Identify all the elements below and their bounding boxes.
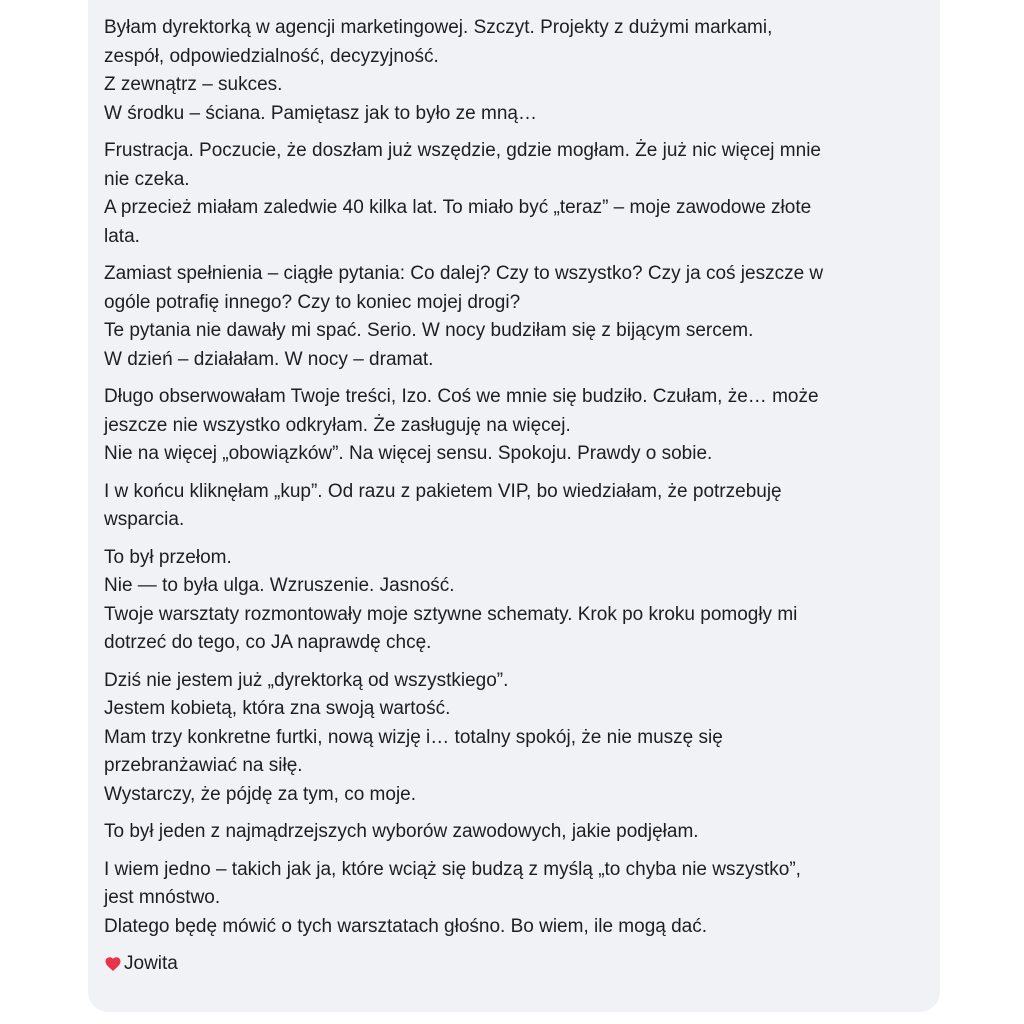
text-line: Frustracja. Poczucie, że doszłam już wszędzie, gdzie mogłam. Że już nic więcej mnie [104, 140, 821, 161]
text-line: Wystarczy, że pójdę za tym, co moje. [104, 783, 417, 805]
text-line: zespół, odpowiedzialność, decyzyjność. [104, 45, 439, 67]
text-line: I wiem jedno – takich jak ja, które wciąż się budzą z myślą „to chyba nie wszystko”, [104, 858, 801, 880]
signature-name: Jowita [124, 953, 178, 974]
paragraph [104, 137, 940, 251]
text-line: Nie — to była ulga. Wzruszenie. Jasność. [104, 575, 455, 596]
text-line: jest mnóstwo. [104, 887, 221, 908]
text-line: przebranżawiać na siłę. [104, 755, 303, 776]
text-line: dotrzeć do tego, co JA naprawdę chcę. [104, 632, 432, 653]
signature [104, 950, 940, 979]
paragraph [104, 856, 940, 942]
paragraph [104, 478, 940, 535]
text-line: Twoje warsztaty rozmontowały moje sztywne schematy. Krok po kroku pomogły mi [104, 603, 798, 625]
text-line: lata. [104, 225, 140, 247]
paragraph [104, 818, 940, 847]
heart-icon [104, 955, 122, 973]
text-line: W dzień – działałam. W nocy – dramat. [104, 348, 434, 370]
paragraph [104, 667, 940, 810]
text-line: W środku – ściana. Pamiętasz jak to było ze mną… [104, 102, 537, 124]
post-bubble [88, 0, 940, 1012]
text-line: Byłam dyrektorką w agencji marketingowej. Szczyt. Projekty z dużymi markami, [104, 17, 773, 38]
text-line: Dziś nie jestem już „dyrektorką od wszystkiego”. [104, 669, 509, 691]
paragraph [104, 544, 940, 658]
paragraph [104, 260, 940, 374]
text-line: Zamiast spełnienia – ciągłe pytania: Co dalej? Czy to wszystko? Czy ja coś jeszcze w [104, 263, 824, 284]
text-line: nie czeka. [104, 168, 190, 190]
text-line: I w końcu kliknęłam „kup”. Od razu z pakietem VIP, bo wiedziałam, że potrzebuję [104, 480, 782, 502]
text-line: Nie na więcej „obowiązków”. Na więcej sensu. Spokoju. Prawdy o sobie. [104, 443, 713, 464]
post-text [104, 14, 940, 941]
text-line: jeszcze nie wszystko odkryłam. Że zasługuję na więcej. [104, 414, 571, 436]
text-line: Z zewnątrz – sukces. [104, 74, 283, 95]
text-line: wsparcia. [104, 509, 185, 530]
text-line: Dlatego będę mówić o tych warsztatach głośno. Bo wiem, ile mogą dać. [104, 915, 708, 937]
paragraph [104, 14, 940, 128]
text-line: Mam trzy konkretne furtki, nową wizję i… totalny spokój, że nie muszę się [104, 726, 723, 748]
text-line: A przecież miałam zaledwie 40 kilka lat. To miało być „teraz” – moje zawodowe złote [104, 197, 812, 218]
text-line: To był przełom. [104, 546, 232, 568]
paragraph [104, 383, 940, 469]
text-line: Jestem kobietą, która zna swoją wartość. [104, 698, 451, 719]
text-line: Długo obserwowałam Twoje treści, Izo. Coś we mnie się budziło. Czułam, że… może [104, 386, 819, 407]
text-line: To był jeden z najmądrzejszych wyborów zawodowych, jakie podjęłam. [104, 821, 699, 842]
text-line: Te pytania nie dawały mi spać. Serio. W nocy budziłam się z bijącym sercem. [104, 320, 754, 341]
text-line: ogóle potrafię innego? Czy to koniec mojej drogi? [104, 291, 521, 313]
